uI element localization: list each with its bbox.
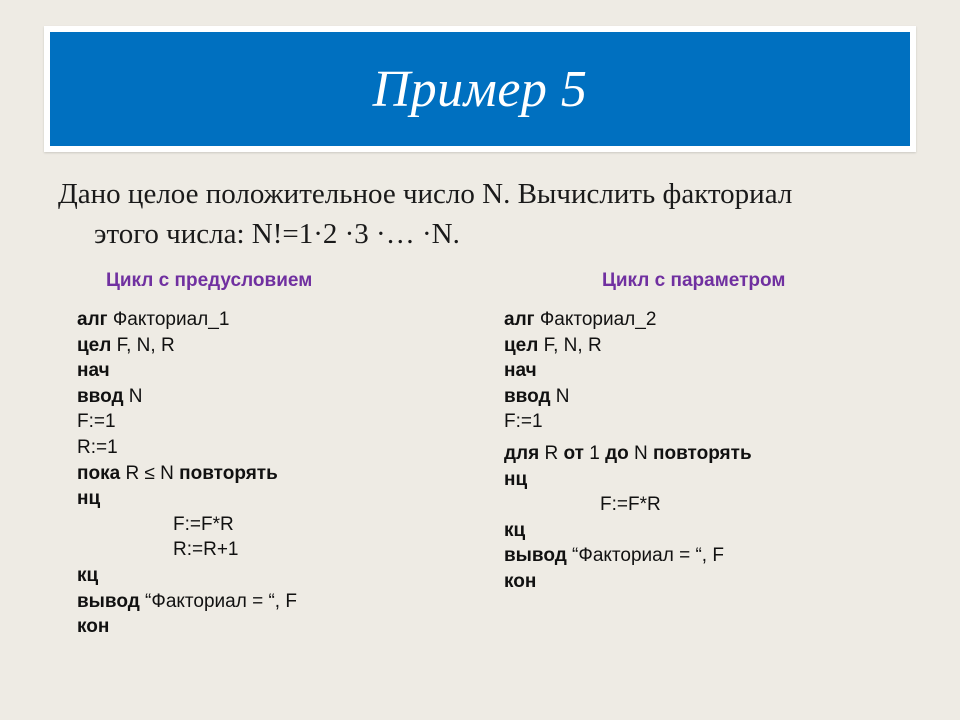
left-code-line	[77, 563, 297, 589]
right-code-line	[504, 467, 752, 493]
code-text: R:=1	[77, 436, 118, 458]
code-text: N	[550, 385, 570, 407]
slide-title: Пример 5	[372, 60, 588, 118]
keyword: ввод	[504, 385, 551, 407]
right-code-line	[504, 543, 752, 569]
code-text: F:=1	[504, 411, 543, 433]
code-text: N	[628, 442, 654, 464]
keyword: нц	[504, 468, 528, 490]
code-text: “Факториал = “, F	[566, 545, 724, 567]
keyword: для	[504, 442, 540, 464]
left-code-line	[77, 307, 297, 333]
right-code-line	[504, 409, 752, 435]
keyword: вывод	[504, 545, 567, 567]
right-code-line	[504, 518, 752, 544]
left-code-line	[77, 486, 297, 512]
left-code-line	[77, 461, 297, 487]
keyword: нач	[77, 360, 110, 382]
code-text: F:=F*R	[600, 494, 661, 516]
title-bar	[50, 32, 910, 146]
keyword: нц	[77, 488, 101, 510]
code-text: Факториал_2	[534, 309, 657, 330]
code-text: R:=R+1	[173, 539, 239, 561]
code-text: Факториал_1	[107, 309, 230, 330]
right-code-line	[504, 358, 752, 384]
right-code-line	[504, 492, 752, 518]
left-code-line	[77, 435, 297, 461]
keyword: до	[605, 442, 629, 464]
keyword: повторять	[653, 442, 752, 464]
keyword: нач	[504, 360, 537, 382]
left-algorithm	[77, 307, 297, 640]
code-text: F, N, R	[111, 334, 175, 356]
code-text: F:=1	[77, 411, 116, 433]
task-line-1: Дано целое положительное число N. Вычислить факториал	[58, 178, 793, 210]
keyword: ввод	[77, 385, 124, 407]
code-text: F, N, R	[538, 334, 602, 356]
left-column-heading: Цикл с предусловием	[106, 270, 313, 291]
left-code-line	[77, 537, 297, 563]
left-code-line	[77, 358, 297, 384]
keyword: пока	[77, 462, 121, 484]
keyword: от	[563, 442, 584, 464]
right-algorithm	[504, 307, 752, 595]
task-line-2: этого числа: N!=1·2 ·3 ·… ·N.	[94, 218, 460, 250]
left-code-line	[77, 409, 297, 435]
left-code-line	[77, 512, 297, 538]
keyword: повторять	[179, 462, 278, 484]
left-code-line	[77, 384, 297, 410]
right-column-heading: Цикл с параметром	[602, 270, 786, 291]
code-text: N	[123, 385, 143, 407]
keyword: цел	[77, 334, 112, 356]
keyword: цел	[504, 334, 539, 356]
left-code-line	[77, 333, 297, 359]
keyword: кц	[77, 564, 99, 586]
code-text: 1	[583, 442, 606, 464]
keyword: кон	[77, 616, 110, 638]
code-text: “Факториал = “, F	[139, 590, 297, 612]
right-code-line	[504, 384, 752, 410]
keyword: алг	[504, 309, 535, 330]
keyword: кц	[504, 519, 526, 541]
code-text: R ≤ N	[120, 462, 180, 484]
keyword: алг	[77, 309, 108, 330]
code-text: R	[539, 442, 564, 464]
right-code-line	[504, 441, 752, 467]
left-code-line	[77, 589, 297, 615]
right-code-line	[504, 569, 752, 595]
keyword: кон	[504, 570, 537, 592]
keyword: вывод	[77, 590, 140, 612]
left-code-line	[77, 614, 297, 640]
code-text: F:=F*R	[173, 513, 234, 535]
right-code-line	[504, 307, 752, 333]
right-code-line	[504, 333, 752, 359]
task-statement	[58, 174, 918, 254]
